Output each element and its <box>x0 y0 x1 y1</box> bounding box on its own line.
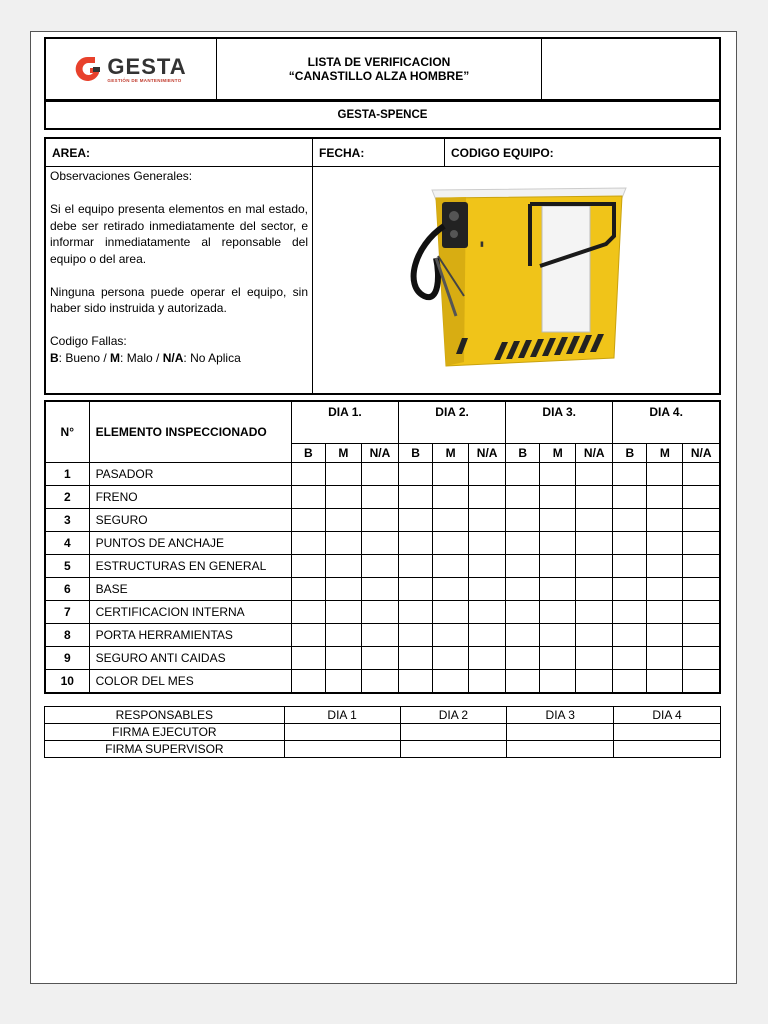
check-cell[interactable] <box>506 578 540 601</box>
obs-paragraph-2: Ninguna persona puede operar el equipo, sin haber sido instruida y autorizada. <box>50 284 308 315</box>
firma-supervisor-label: FIRMA SUPERVISOR <box>45 741 285 758</box>
check-cell[interactable] <box>540 601 576 624</box>
signature-cell[interactable] <box>507 741 614 758</box>
col-header-element: ELEMENTO INSPECCIONADO <box>89 401 291 463</box>
row-element-name: ESTRUCTURAS EN GENERAL <box>89 555 291 578</box>
logo-subtitle: GESTIÓN DE MANTENIMIENTO <box>107 77 182 83</box>
col-header-dia-2: DIA 2. <box>399 401 506 444</box>
sub-header-m: M <box>647 444 683 463</box>
check-cell[interactable] <box>506 532 540 555</box>
check-cell[interactable] <box>469 647 506 670</box>
check-cell[interactable] <box>506 486 540 509</box>
check-cell[interactable] <box>433 624 469 647</box>
check-cell[interactable] <box>647 624 683 647</box>
row-number: 5 <box>45 555 89 578</box>
check-cell[interactable] <box>683 555 720 578</box>
sub-header-na: N/A <box>683 444 720 463</box>
check-cell[interactable] <box>613 601 647 624</box>
check-cell[interactable] <box>647 647 683 670</box>
firma-ejecutor-label: FIRMA EJECUTOR <box>45 724 285 741</box>
check-cell[interactable] <box>469 463 506 486</box>
row-element-name: SEGURO ANTI CAIDAS <box>89 647 291 670</box>
check-cell[interactable] <box>291 555 325 578</box>
check-cell[interactable] <box>576 463 613 486</box>
check-cell[interactable] <box>399 647 433 670</box>
row-element-name: SEGURO <box>89 509 291 532</box>
check-cell[interactable] <box>469 509 506 532</box>
title-line-1: LISTA DE VERIFICACION <box>307 55 451 69</box>
company-logo <box>46 39 217 99</box>
check-cell[interactable] <box>576 486 613 509</box>
check-cell[interactable] <box>399 486 433 509</box>
check-cell[interactable] <box>399 509 433 532</box>
check-cell[interactable] <box>469 486 506 509</box>
subtitle-text: GESTA-SPENCE <box>337 109 428 121</box>
check-cell[interactable] <box>647 532 683 555</box>
signature-cell[interactable] <box>614 741 721 758</box>
check-cell[interactable] <box>576 509 613 532</box>
check-cell[interactable] <box>433 578 469 601</box>
check-cell[interactable] <box>291 463 325 486</box>
check-cell[interactable] <box>469 578 506 601</box>
sub-header-b: B <box>291 444 325 463</box>
check-cell[interactable] <box>399 578 433 601</box>
check-cell[interactable] <box>399 555 433 578</box>
check-cell[interactable] <box>683 532 720 555</box>
check-cell[interactable] <box>433 509 469 532</box>
check-cell[interactable] <box>506 647 540 670</box>
table-row <box>45 486 720 509</box>
check-cell[interactable] <box>576 555 613 578</box>
check-cell[interactable] <box>325 555 361 578</box>
check-cell[interactable] <box>683 647 720 670</box>
check-cell[interactable] <box>683 486 720 509</box>
check-cell[interactable] <box>361 555 398 578</box>
signature-cell[interactable] <box>614 724 721 741</box>
svg-text:▮: ▮ <box>480 241 484 248</box>
document-title <box>217 39 542 99</box>
row-number: 7 <box>45 601 89 624</box>
check-cell[interactable] <box>683 601 720 624</box>
check-cell[interactable] <box>433 463 469 486</box>
check-cell[interactable] <box>433 555 469 578</box>
codigo-fallas-title: Codigo Fallas: <box>50 334 127 348</box>
check-cell[interactable] <box>576 601 613 624</box>
check-cell[interactable] <box>683 463 720 486</box>
check-cell[interactable] <box>540 647 576 670</box>
check-cell[interactable] <box>291 670 325 694</box>
row-number: 2 <box>45 486 89 509</box>
signatures-table <box>44 706 721 758</box>
check-cell[interactable] <box>291 486 325 509</box>
check-cell[interactable] <box>613 463 647 486</box>
table-row <box>45 555 720 578</box>
check-cell[interactable] <box>540 578 576 601</box>
check-cell[interactable] <box>647 555 683 578</box>
row-element-name: PORTA HERRAMIENTAS <box>89 624 291 647</box>
man-basket-illustration <box>314 166 719 393</box>
check-cell[interactable] <box>291 647 325 670</box>
check-cell[interactable] <box>325 624 361 647</box>
check-cell[interactable] <box>683 670 720 694</box>
check-cell[interactable] <box>433 532 469 555</box>
row-number: 6 <box>45 578 89 601</box>
check-cell[interactable] <box>325 486 361 509</box>
check-cell[interactable] <box>399 601 433 624</box>
check-cell[interactable] <box>540 532 576 555</box>
check-cell[interactable] <box>325 578 361 601</box>
check-cell[interactable] <box>361 624 398 647</box>
check-cell[interactable] <box>506 670 540 694</box>
document-subtitle <box>44 100 721 130</box>
check-cell[interactable] <box>291 601 325 624</box>
check-cell[interactable] <box>540 670 576 694</box>
table-row <box>45 532 720 555</box>
check-cell[interactable] <box>469 601 506 624</box>
sub-header-b: B <box>399 444 433 463</box>
sub-header-na: N/A <box>576 444 613 463</box>
sub-header-na: N/A <box>469 444 506 463</box>
footer-dia-2: DIA 2 <box>400 707 507 724</box>
row-element-name: PASADOR <box>89 463 291 486</box>
check-cell[interactable] <box>433 647 469 670</box>
signature-cell[interactable] <box>284 724 400 741</box>
check-cell[interactable] <box>683 509 720 532</box>
check-cell[interactable] <box>433 670 469 694</box>
check-cell[interactable] <box>506 601 540 624</box>
check-cell[interactable] <box>291 624 325 647</box>
check-cell[interactable] <box>647 509 683 532</box>
check-cell[interactable] <box>325 463 361 486</box>
check-cell[interactable] <box>361 463 398 486</box>
codigo-fallas-legend: B: Bueno / M: Malo / N/A: No Aplica <box>50 350 241 365</box>
check-cell[interactable] <box>399 532 433 555</box>
check-cell[interactable] <box>325 670 361 694</box>
check-cell[interactable] <box>506 463 540 486</box>
table-row <box>45 670 720 694</box>
obs-paragraph-1: Si el equipo presenta elementos en mal estado, debe ser retirado inmediatamente del sector, e informar inmediatamente al reponsable del equipo o del area. <box>50 202 308 266</box>
check-cell[interactable] <box>361 670 398 694</box>
header-blank-cell <box>542 39 719 99</box>
check-cell[interactable] <box>613 532 647 555</box>
check-cell[interactable] <box>613 509 647 532</box>
check-cell[interactable] <box>613 578 647 601</box>
table-row <box>45 647 720 670</box>
check-cell[interactable] <box>361 647 398 670</box>
table-row <box>45 509 720 532</box>
check-cell[interactable] <box>613 670 647 694</box>
logo-wordmark: GESTA <box>107 53 187 79</box>
check-cell[interactable] <box>291 578 325 601</box>
col-header-dia-3: DIA 3. <box>506 401 613 444</box>
row-number: 10 <box>45 670 89 694</box>
check-cell[interactable] <box>399 624 433 647</box>
check-cell[interactable] <box>613 486 647 509</box>
check-cell[interactable] <box>576 670 613 694</box>
row-number: 8 <box>45 624 89 647</box>
check-cell[interactable] <box>325 532 361 555</box>
sub-header-m: M <box>433 444 469 463</box>
footer-dia-3: DIA 3 <box>507 707 614 724</box>
check-cell[interactable] <box>576 624 613 647</box>
check-cell[interactable] <box>576 647 613 670</box>
check-cell[interactable] <box>647 486 683 509</box>
check-cell[interactable] <box>325 509 361 532</box>
title-line-2: “CANASTILLO ALZA HOMBRE” <box>288 69 470 83</box>
check-cell[interactable] <box>325 601 361 624</box>
signature-cell[interactable] <box>284 741 400 758</box>
check-cell[interactable] <box>647 670 683 694</box>
check-cell[interactable] <box>540 555 576 578</box>
check-cell[interactable] <box>683 624 720 647</box>
check-cell[interactable] <box>540 624 576 647</box>
signature-cell[interactable] <box>400 724 507 741</box>
info-block <box>44 137 721 395</box>
row-number: 9 <box>45 647 89 670</box>
check-cell[interactable] <box>361 578 398 601</box>
check-cell[interactable] <box>576 532 613 555</box>
fecha-label: FECHA: <box>319 145 365 160</box>
check-cell[interactable] <box>647 463 683 486</box>
row-element-name: FRENO <box>89 486 291 509</box>
signature-cell[interactable] <box>507 724 614 741</box>
sub-header-m: M <box>540 444 576 463</box>
table-row <box>45 624 720 647</box>
check-cell[interactable] <box>469 532 506 555</box>
check-cell[interactable] <box>576 578 613 601</box>
obs-title: Observaciones Generales: <box>50 169 193 183</box>
check-cell[interactable] <box>361 601 398 624</box>
check-cell[interactable] <box>540 509 576 532</box>
sub-header-b: B <box>506 444 540 463</box>
area-label: AREA: <box>52 145 90 160</box>
responsables-header: RESPONSABLES <box>45 707 285 724</box>
check-cell[interactable] <box>361 532 398 555</box>
col-header-dia-4: DIA 4. <box>613 401 720 444</box>
col-header-dia-1: DIA 1. <box>291 401 398 444</box>
document-header <box>44 37 721 101</box>
check-cell[interactable] <box>647 578 683 601</box>
check-cell[interactable] <box>506 555 540 578</box>
check-cell[interactable] <box>506 509 540 532</box>
table-row <box>45 578 720 601</box>
check-cell[interactable] <box>361 509 398 532</box>
check-cell[interactable] <box>469 670 506 694</box>
check-cell[interactable] <box>613 647 647 670</box>
check-cell[interactable] <box>399 463 433 486</box>
row-element-name: PUNTOS DE ANCHAJE <box>89 532 291 555</box>
check-cell[interactable] <box>469 555 506 578</box>
check-cell[interactable] <box>540 486 576 509</box>
check-cell[interactable] <box>433 486 469 509</box>
codigo-equipo-field[interactable] <box>445 139 719 166</box>
row-number: 3 <box>45 509 89 532</box>
check-cell[interactable] <box>361 486 398 509</box>
check-cell[interactable] <box>647 601 683 624</box>
check-cell[interactable] <box>469 624 506 647</box>
check-cell[interactable] <box>506 624 540 647</box>
row-element-name: CERTIFICACION INTERNA <box>89 601 291 624</box>
row-element-name: COLOR DEL MES <box>89 670 291 694</box>
check-cell[interactable] <box>613 555 647 578</box>
area-field[interactable] <box>46 139 313 166</box>
col-header-num: N° <box>45 401 89 463</box>
row-number: 1 <box>45 463 89 486</box>
gesta-logo-icon <box>75 55 101 83</box>
check-cell[interactable] <box>325 647 361 670</box>
info-fields-row <box>46 139 719 167</box>
sub-header-b: B <box>613 444 647 463</box>
fecha-field[interactable] <box>313 139 445 166</box>
sub-header-m: M <box>325 444 361 463</box>
check-cell[interactable] <box>291 532 325 555</box>
table-row <box>45 463 720 486</box>
row-element-name: BASE <box>89 578 291 601</box>
row-number: 4 <box>45 532 89 555</box>
observations-panel <box>46 166 313 393</box>
check-cell[interactable] <box>683 578 720 601</box>
equipment-image <box>314 166 719 393</box>
check-cell[interactable] <box>399 670 433 694</box>
table-row <box>45 601 720 624</box>
inspection-table <box>44 400 721 694</box>
codigo-label: CODIGO EQUIPO: <box>451 145 554 160</box>
signature-cell[interactable] <box>400 741 507 758</box>
check-cell[interactable] <box>433 601 469 624</box>
sub-header-na: N/A <box>361 444 398 463</box>
check-cell[interactable] <box>540 463 576 486</box>
check-cell[interactable] <box>291 509 325 532</box>
footer-dia-4: DIA 4 <box>614 707 721 724</box>
check-cell[interactable] <box>613 624 647 647</box>
footer-dia-1: DIA 1 <box>284 707 400 724</box>
